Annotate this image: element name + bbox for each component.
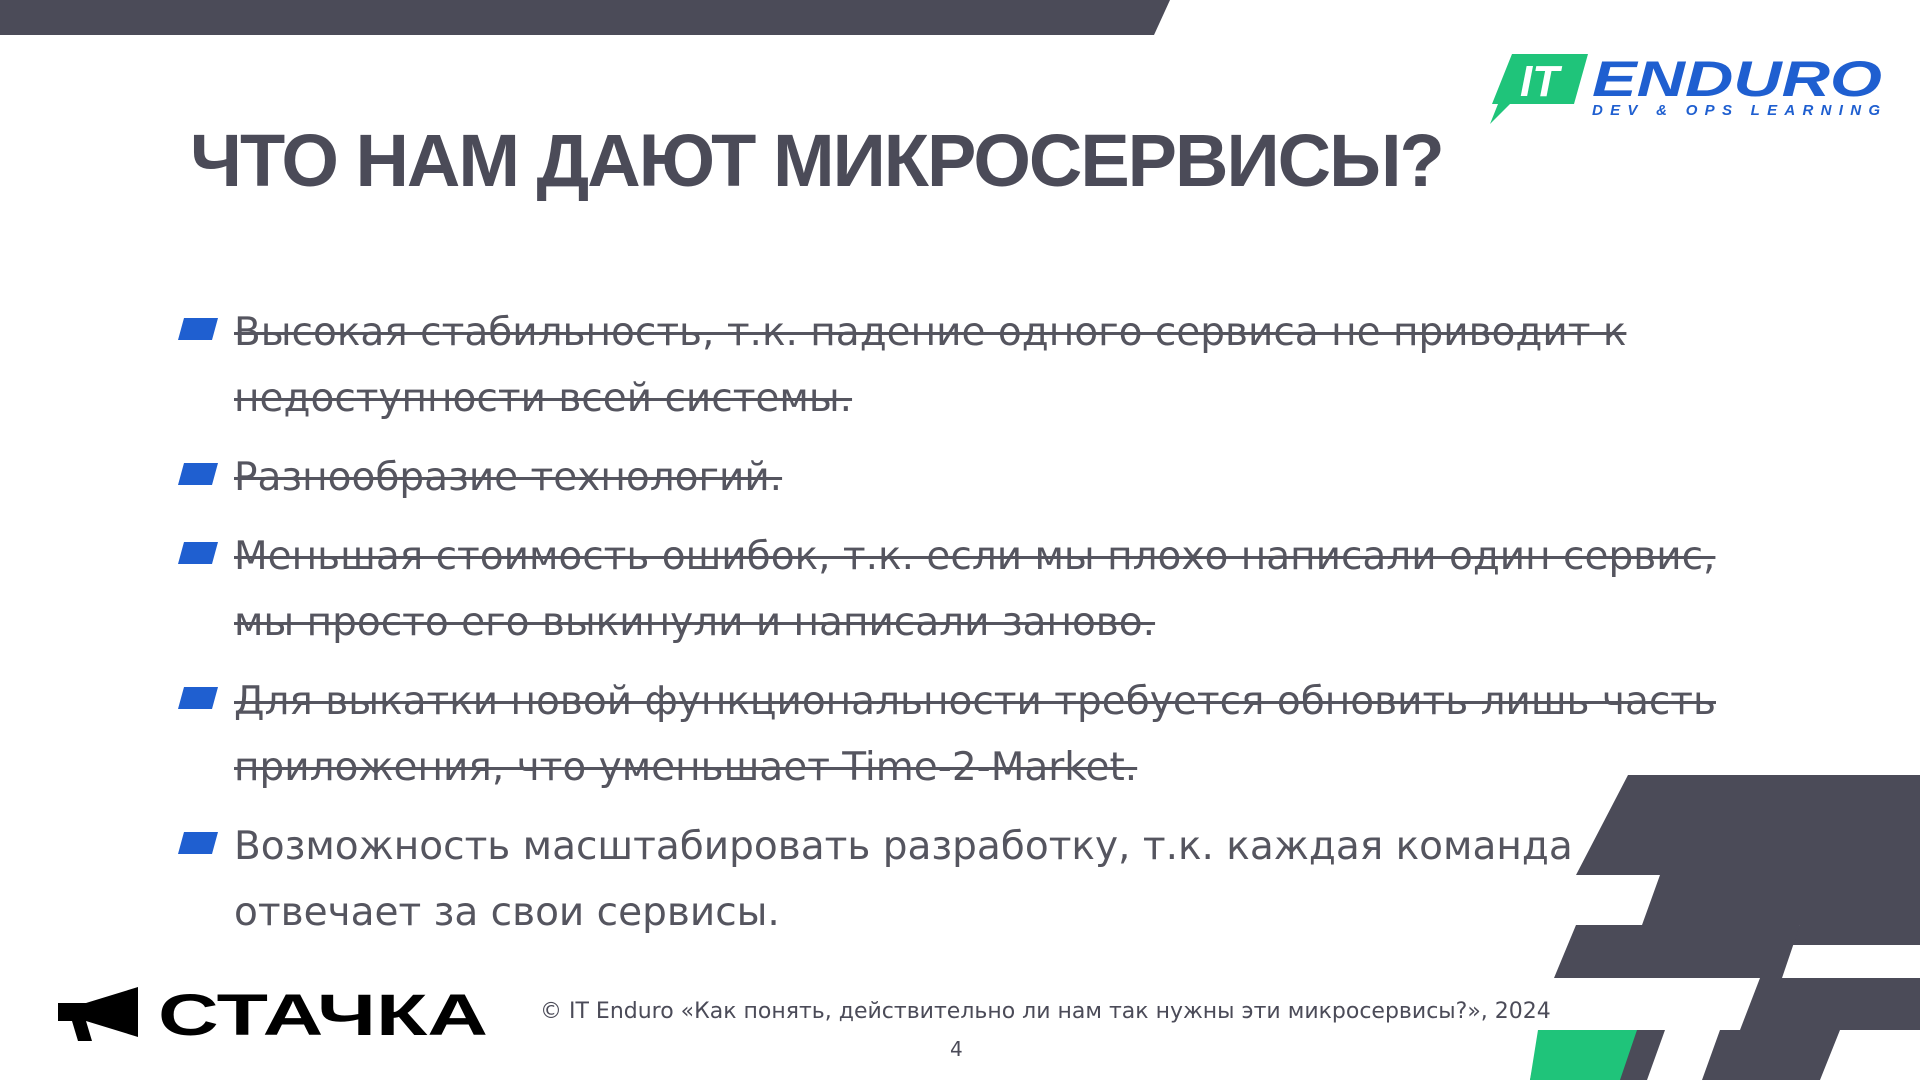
bullet-item [178, 300, 1768, 432]
bullet-text: Меньшая стоимость ошибок, т.к. если мы плохо написали один сервис, мы просто его выкинули и написали заново. [234, 534, 1716, 645]
logo-brand-text: ENDURO [1592, 52, 1883, 107]
bullet-parallelogram-icon [178, 687, 218, 709]
stachka-logo [58, 985, 490, 1043]
bullet-item [178, 524, 1768, 656]
bullet-text: Высокая стабильность, т.к. падение одного сервиса не приводит к недоступности всей системы. [234, 310, 1627, 421]
top-banner-bar [0, 0, 1170, 35]
logo-tagline: DEV & OPS LEARNING [1592, 102, 1880, 119]
it-enduro-logo [1480, 52, 1890, 130]
bullet-parallelogram-icon [178, 463, 218, 485]
page-number: 4 [950, 1037, 963, 1061]
footer-copyright: © IT Enduro «Как понять, действительно ли нам так нужны эти микросервисы?», 2024 [540, 999, 1551, 1024]
bullet-item [178, 445, 1768, 511]
bullet-parallelogram-icon [178, 542, 218, 564]
decorative-corner-shapes [1530, 775, 1920, 1080]
bullet-parallelogram-icon [178, 318, 218, 340]
megaphone-icon [58, 987, 138, 1041]
bullet-text: Возможность масштабировать разработку, т.к. каждая команда отвечает за свои сервисы. [234, 824, 1573, 935]
stachka-text: СТАЧКА [158, 985, 488, 1043]
logo-it-text: IT [1520, 57, 1560, 106]
bullet-text: Для выкатки новой функциональности требуется обновить лишь часть приложения, что уменьшает Time-2-Market. [234, 679, 1716, 790]
bullet-text: Разнообразие технологий. [234, 455, 783, 500]
bullet-parallelogram-icon [178, 832, 218, 854]
slide-title: ЧТО НАМ ДАЮТ МИКРОСЕРВИСЫ? [190, 119, 1443, 202]
